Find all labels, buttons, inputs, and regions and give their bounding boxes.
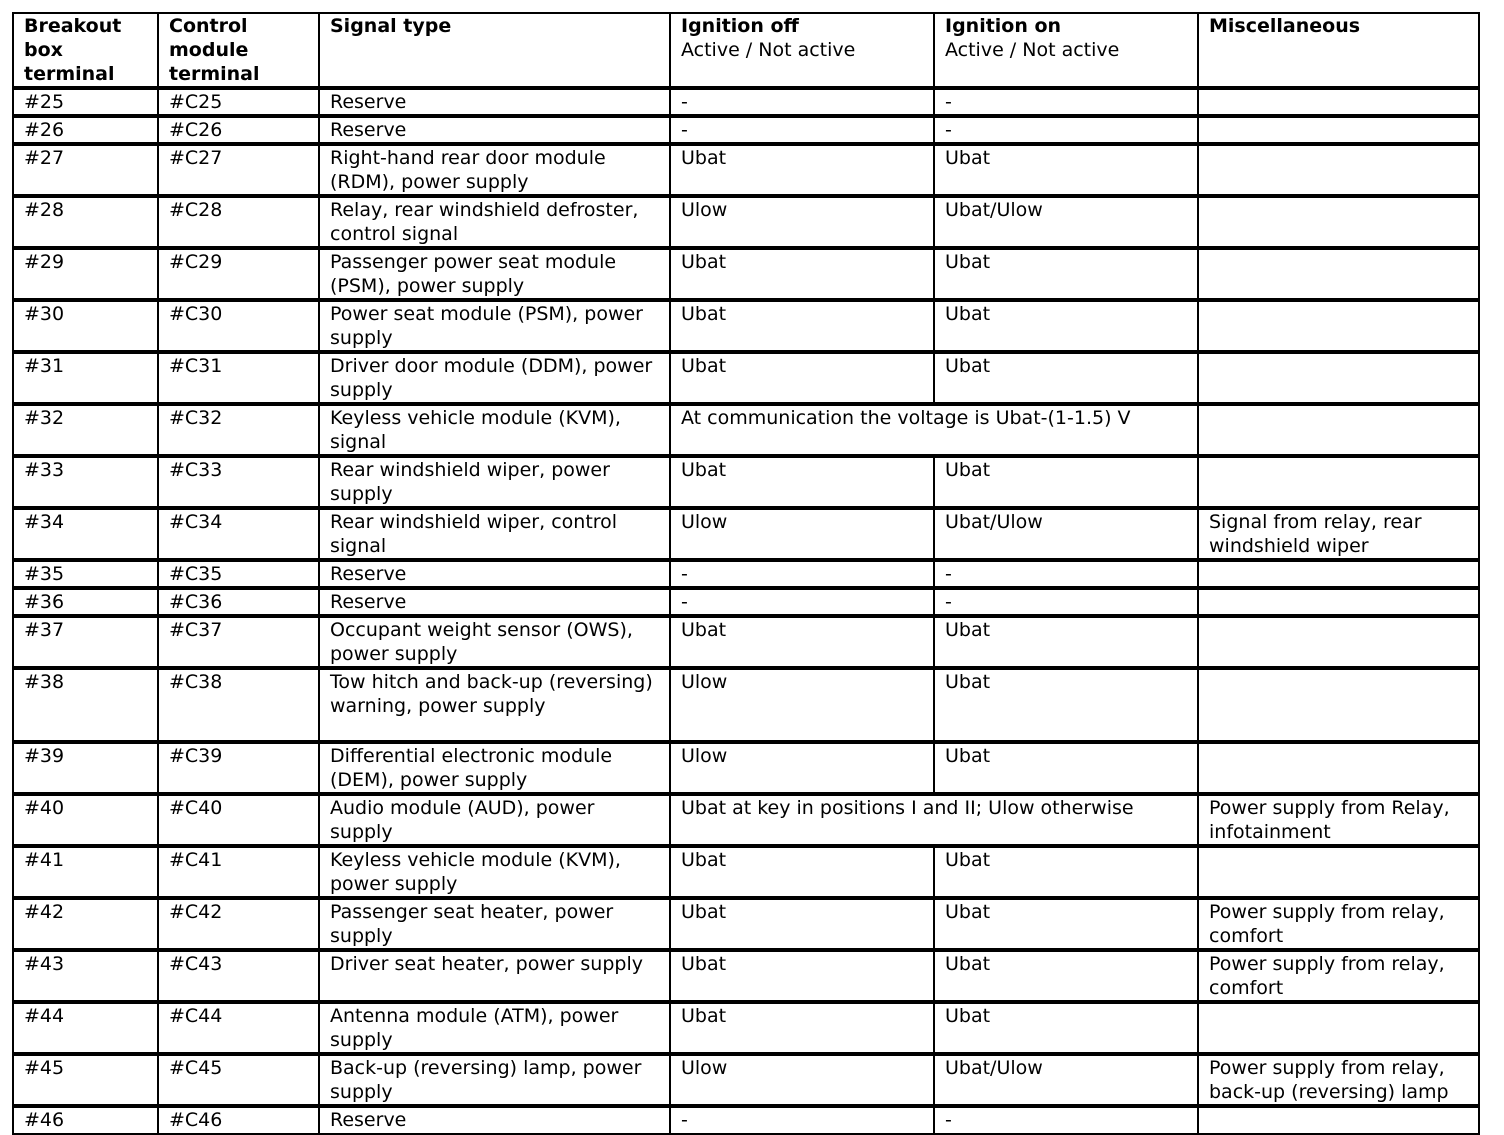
control-terminal-cell: #C28 (158, 196, 319, 248)
signal-type-cell: Rear windshield wiper, power supply (319, 456, 670, 508)
breakout-terminal-cell: #30 (13, 300, 158, 352)
ignition-off-cell: Ulow (670, 1054, 934, 1106)
control-terminal-cell: #C27 (158, 144, 319, 196)
signal-type-cell: Differential electronic module (DEM), power supply (319, 742, 670, 794)
table-row (13, 1002, 1479, 1054)
breakout-terminal-cell: #35 (13, 560, 158, 588)
ignition-off-cell: Ulow (670, 668, 934, 742)
miscellaneous-cell (1198, 1106, 1479, 1134)
ignition-on-cell: Ubat (934, 1002, 1198, 1054)
signal-type-cell: Tow hitch and back-up (reversing) warning, power supply (319, 668, 670, 742)
miscellaneous-cell: Power supply from relay, back-up (reversing) lamp (1198, 1054, 1479, 1106)
table-row (13, 404, 1479, 456)
ignition-on-cell: Ubat (934, 352, 1198, 404)
header-ignition-off: Ignition off Active / Not active (670, 13, 934, 88)
ignition-off-cell: - (670, 560, 934, 588)
signal-type-cell: Occupant weight sensor (OWS), power supply (319, 616, 670, 668)
signal-type-cell: Rear windshield wiper, control signal (319, 508, 670, 560)
ignition-on-cell: Ubat (934, 742, 1198, 794)
ignition-off-cell: Ubat (670, 846, 934, 898)
miscellaneous-cell: Signal from relay, rear windshield wiper (1198, 508, 1479, 560)
ignition-on-cell: Ubat (934, 456, 1198, 508)
ignition-on-cell: Ubat (934, 616, 1198, 668)
miscellaneous-cell: Power supply from relay, comfort (1198, 950, 1479, 1002)
ignition-off-cell: Ubat (670, 456, 934, 508)
header-ignition-on: Ignition on Active / Not active (934, 13, 1198, 88)
header-miscellaneous: Miscellaneous (1198, 13, 1479, 88)
miscellaneous-cell: Power supply from relay, comfort (1198, 898, 1479, 950)
miscellaneous-cell (1198, 846, 1479, 898)
breakout-terminal-cell: #29 (13, 248, 158, 300)
header-signal-type: Signal type (319, 13, 670, 88)
ignition-on-cell: Ubat (934, 144, 1198, 196)
breakout-terminal-cell: #44 (13, 1002, 158, 1054)
ignition-on-cell: - (934, 116, 1198, 144)
control-terminal-cell: #C42 (158, 898, 319, 950)
table-row (13, 1054, 1479, 1106)
control-terminal-cell: #C32 (158, 404, 319, 456)
control-terminal-cell: #C45 (158, 1054, 319, 1106)
ignition-off-cell: Ubat (670, 144, 934, 196)
table-row (13, 898, 1479, 950)
ignition-on-cell: Ubat (934, 668, 1198, 742)
miscellaneous-cell (1198, 352, 1479, 404)
ignition-off-cell: Ulow (670, 196, 934, 248)
control-terminal-cell: #C46 (158, 1106, 319, 1134)
ignition-on-cell: - (934, 1106, 1198, 1134)
breakout-terminal-cell: #36 (13, 588, 158, 616)
table-row (13, 508, 1479, 560)
ignition-off-cell: - (670, 116, 934, 144)
table-row (13, 116, 1479, 144)
control-terminal-cell: #C36 (158, 588, 319, 616)
breakout-terminal-cell: #37 (13, 616, 158, 668)
signal-type-cell: Passenger power seat module (PSM), power supply (319, 248, 670, 300)
breakout-terminal-cell: #28 (13, 196, 158, 248)
breakout-terminal-cell: #45 (13, 1054, 158, 1106)
ignition-off-cell: Ulow (670, 508, 934, 560)
breakout-terminal-cell: #27 (13, 144, 158, 196)
ignition-combined-cell: Ubat at key in positions I and II; Ulow otherwise (670, 794, 1198, 846)
miscellaneous-cell (1198, 300, 1479, 352)
control-terminal-cell: #C44 (158, 1002, 319, 1054)
table-row (13, 794, 1479, 846)
control-terminal-cell: #C39 (158, 742, 319, 794)
control-terminal-cell: #C43 (158, 950, 319, 1002)
breakout-terminal-cell: #25 (13, 88, 158, 116)
miscellaneous-cell (1198, 1002, 1479, 1054)
ignition-off-cell: Ubat (670, 950, 934, 1002)
ignition-off-cell: - (670, 588, 934, 616)
miscellaneous-cell (1198, 560, 1479, 588)
miscellaneous-cell (1198, 144, 1479, 196)
table-row (13, 456, 1479, 508)
breakout-terminal-cell: #32 (13, 404, 158, 456)
miscellaneous-cell (1198, 668, 1479, 742)
control-terminal-cell: #C41 (158, 846, 319, 898)
ignition-off-cell: Ubat (670, 248, 934, 300)
header-breakout-box-terminal: Breakout box terminal (13, 13, 158, 88)
signal-type-cell: Relay, rear windshield defroster, control signal (319, 196, 670, 248)
control-terminal-cell: #C34 (158, 508, 319, 560)
table-row (13, 588, 1479, 616)
header-control-module-terminal: Control module terminal (158, 13, 319, 88)
ignition-on-cell: Ubat/Ulow (934, 508, 1198, 560)
breakout-terminal-cell: #43 (13, 950, 158, 1002)
ignition-on-cell: Ubat/Ulow (934, 196, 1198, 248)
ignition-on-cell: Ubat (934, 846, 1198, 898)
ignition-combined-cell: At communication the voltage is Ubat-(1-1.5) V (670, 404, 1198, 456)
signal-type-cell: Right-hand rear door module (RDM), power supply (319, 144, 670, 196)
control-terminal-cell: #C40 (158, 794, 319, 846)
breakout-terminal-cell: #41 (13, 846, 158, 898)
control-terminal-cell: #C38 (158, 668, 319, 742)
ignition-off-cell: Ulow (670, 742, 934, 794)
control-terminal-cell: #C33 (158, 456, 319, 508)
signal-type-cell: Reserve (319, 560, 670, 588)
miscellaneous-cell (1198, 116, 1479, 144)
table-row (13, 352, 1479, 404)
ignition-on-cell: - (934, 560, 1198, 588)
miscellaneous-cell (1198, 616, 1479, 668)
ignition-on-cell: - (934, 88, 1198, 116)
control-terminal-cell: #C30 (158, 300, 319, 352)
table-row (13, 1106, 1479, 1134)
breakout-terminal-cell: #39 (13, 742, 158, 794)
miscellaneous-cell (1198, 742, 1479, 794)
table-row (13, 300, 1479, 352)
ignition-off-cell: Ubat (670, 300, 934, 352)
ignition-off-cell: Ubat (670, 898, 934, 950)
ignition-off-cell: Ubat (670, 616, 934, 668)
table-row (13, 144, 1479, 196)
miscellaneous-cell: Power supply from Relay, infotainment (1198, 794, 1479, 846)
signal-type-cell: Reserve (319, 88, 670, 116)
breakout-terminal-cell: #33 (13, 456, 158, 508)
breakout-terminal-cell: #46 (13, 1106, 158, 1134)
control-terminal-cell: #C31 (158, 352, 319, 404)
signal-type-cell: Power seat module (PSM), power supply (319, 300, 670, 352)
ignition-on-cell: Ubat (934, 950, 1198, 1002)
ignition-off-cell: - (670, 1106, 934, 1134)
signal-type-cell: Driver seat heater, power supply (319, 950, 670, 1002)
table-row (13, 668, 1479, 742)
ignition-on-cell: - (934, 588, 1198, 616)
miscellaneous-cell (1198, 456, 1479, 508)
ignition-on-cell: Ubat (934, 898, 1198, 950)
table-row (13, 742, 1479, 794)
ignition-on-cell: Ubat/Ulow (934, 1054, 1198, 1106)
miscellaneous-cell (1198, 404, 1479, 456)
breakout-terminal-cell: #38 (13, 668, 158, 742)
breakout-terminal-cell: #34 (13, 508, 158, 560)
signal-type-cell: Reserve (319, 588, 670, 616)
control-terminal-cell: #C35 (158, 560, 319, 588)
signal-type-cell: Driver door module (DDM), power supply (319, 352, 670, 404)
ignition-off-cell: Ubat (670, 352, 934, 404)
ignition-on-cell: Ubat (934, 248, 1198, 300)
miscellaneous-cell (1198, 196, 1479, 248)
miscellaneous-cell (1198, 88, 1479, 116)
breakout-terminal-cell: #26 (13, 116, 158, 144)
ignition-off-cell: Ubat (670, 1002, 934, 1054)
signal-type-cell: Back-up (reversing) lamp, power supply (319, 1054, 670, 1106)
breakout-terminal-cell: #31 (13, 352, 158, 404)
control-terminal-cell: #C25 (158, 88, 319, 116)
table-row (13, 846, 1479, 898)
table-row (13, 560, 1479, 588)
breakout-terminal-cell: #40 (13, 794, 158, 846)
signal-type-cell: Keyless vehicle module (KVM), signal (319, 404, 670, 456)
control-terminal-cell: #C26 (158, 116, 319, 144)
ignition-off-cell: - (670, 88, 934, 116)
signal-type-cell: Reserve (319, 1106, 670, 1134)
signal-type-cell: Passenger seat heater, power supply (319, 898, 670, 950)
table-row (13, 248, 1479, 300)
signal-type-cell: Antenna module (ATM), power supply (319, 1002, 670, 1054)
control-terminal-cell: #C29 (158, 248, 319, 300)
table-row (13, 88, 1479, 116)
table-row (13, 196, 1479, 248)
signal-type-cell: Reserve (319, 116, 670, 144)
terminal-signal-table (12, 12, 1480, 1135)
table-header-row (13, 13, 1479, 88)
ignition-on-cell: Ubat (934, 300, 1198, 352)
signal-type-cell: Audio module (AUD), power supply (319, 794, 670, 846)
miscellaneous-cell (1198, 248, 1479, 300)
table-row (13, 950, 1479, 1002)
breakout-terminal-cell: #42 (13, 898, 158, 950)
miscellaneous-cell (1198, 588, 1479, 616)
signal-type-cell: Keyless vehicle module (KVM), power supply (319, 846, 670, 898)
table-row (13, 616, 1479, 668)
control-terminal-cell: #C37 (158, 616, 319, 668)
